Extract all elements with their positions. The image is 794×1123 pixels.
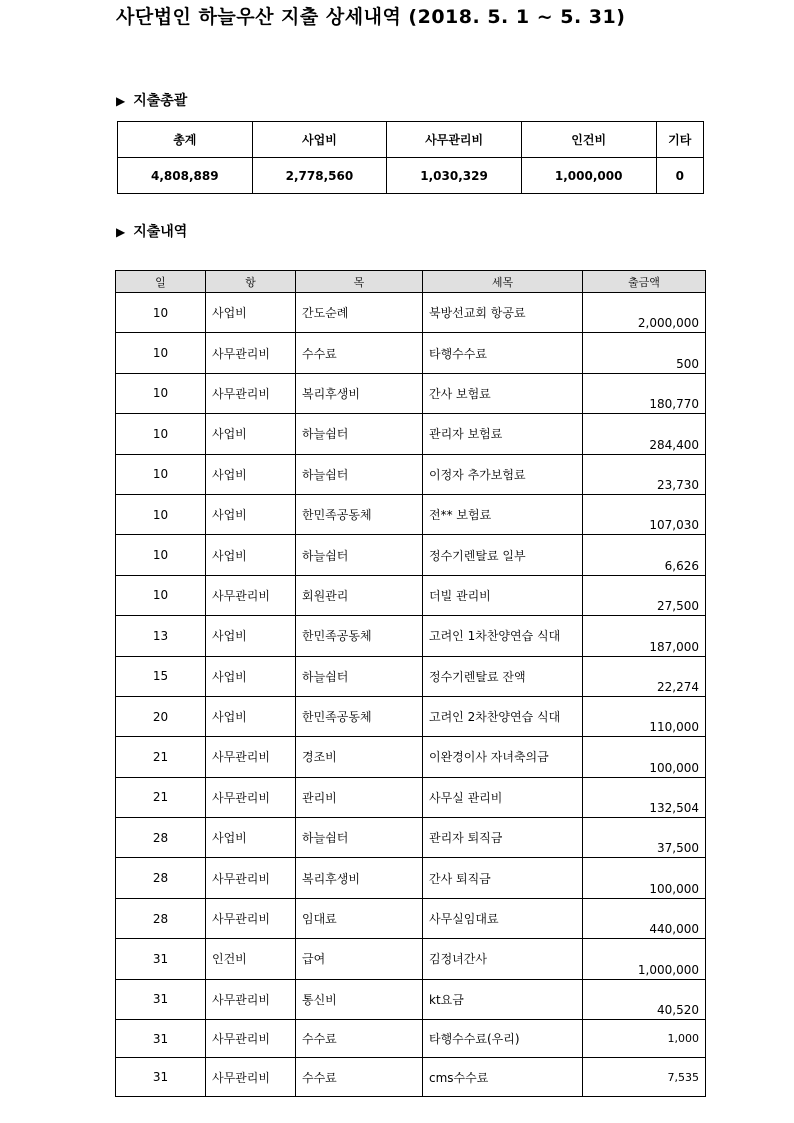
detail-table-body (116, 293, 706, 1097)
cell-item: 사업비 (206, 616, 296, 656)
cell-day: 10 (116, 414, 206, 454)
cell-category: 하늘쉼터 (296, 454, 423, 494)
table-row (116, 535, 706, 575)
table-row (116, 737, 706, 777)
summary-heading-label: 지출총괄 (133, 93, 188, 109)
cell-category: 복리후생비 (296, 858, 423, 898)
cell-day: 13 (116, 616, 206, 656)
table-row (116, 898, 706, 938)
summary-value-personnel: 1,000,000 (521, 158, 656, 194)
cell-amount: 284,400 (583, 414, 706, 454)
detail-header-item: 항 (206, 271, 296, 293)
cell-detail: cms수수료 (423, 1058, 583, 1096)
cell-item: 사무관리비 (206, 979, 296, 1019)
triangle-marker-icon: ▶ (116, 225, 126, 239)
cell-amount: 110,000 (583, 696, 706, 736)
cell-detail: 더빌 관리비 (423, 575, 583, 615)
cell-day: 10 (116, 454, 206, 494)
cell-day: 31 (116, 939, 206, 979)
cell-item: 사무관리비 (206, 373, 296, 413)
cell-detail: 이완경이사 자녀축의금 (423, 737, 583, 777)
cell-detail: 이정자 추가보험료 (423, 454, 583, 494)
cell-amount: 23,730 (583, 454, 706, 494)
cell-category: 경조비 (296, 737, 423, 777)
cell-day: 21 (116, 737, 206, 777)
cell-amount: 27,500 (583, 575, 706, 615)
summary-value-total: 4,808,889 (118, 158, 253, 194)
detail-heading-label: 지출내역 (133, 224, 188, 240)
cell-category: 임대료 (296, 898, 423, 938)
cell-item: 사업비 (206, 818, 296, 858)
table-row (116, 818, 706, 858)
cell-item: 사업비 (206, 454, 296, 494)
cell-category: 하늘쉼터 (296, 414, 423, 454)
cell-amount: 132,504 (583, 777, 706, 817)
cell-detail: 김정녀간사 (423, 939, 583, 979)
cell-detail: 간사 보험료 (423, 373, 583, 413)
detail-header-row (116, 271, 706, 293)
cell-item: 사무관리비 (206, 858, 296, 898)
cell-day: 10 (116, 333, 206, 373)
cell-item: 사무관리비 (206, 737, 296, 777)
cell-detail: 타행수수료 (423, 333, 583, 373)
cell-category: 하늘쉼터 (296, 818, 423, 858)
summary-value-business: 2,778,560 (252, 158, 387, 194)
table-row (116, 656, 706, 696)
cell-amount: 1,000 (583, 1020, 706, 1058)
cell-detail: 고려인 1차찬양연습 식대 (423, 616, 583, 656)
table-row (116, 575, 706, 615)
cell-day: 31 (116, 1058, 206, 1096)
cell-category: 수수료 (296, 1058, 423, 1096)
summary-header-personnel: 인건비 (521, 122, 656, 158)
cell-item: 사업비 (206, 535, 296, 575)
cell-category: 수수료 (296, 1020, 423, 1058)
table-row (116, 777, 706, 817)
table-row (116, 454, 706, 494)
cell-category: 하늘쉼터 (296, 656, 423, 696)
detail-header-amount: 출금액 (583, 271, 706, 293)
cell-amount: 100,000 (583, 737, 706, 777)
cell-item: 사업비 (206, 656, 296, 696)
cell-detail: 관리자 퇴직금 (423, 818, 583, 858)
cell-category: 관리비 (296, 777, 423, 817)
cell-category: 간도순례 (296, 293, 423, 333)
cell-day: 15 (116, 656, 206, 696)
summary-table (117, 121, 704, 194)
table-row (116, 858, 706, 898)
cell-day: 31 (116, 979, 206, 1019)
summary-value-other: 0 (656, 158, 704, 194)
detail-table (115, 270, 706, 1097)
cell-item: 사업비 (206, 494, 296, 534)
table-row (116, 373, 706, 413)
cell-amount: 2,000,000 (583, 293, 706, 333)
summary-header-business: 사업비 (252, 122, 387, 158)
cell-item: 사무관리비 (206, 1058, 296, 1096)
cell-day: 31 (116, 1020, 206, 1058)
cell-amount: 500 (583, 333, 706, 373)
cell-amount: 1,000,000 (583, 939, 706, 979)
cell-amount: 187,000 (583, 616, 706, 656)
cell-detail: 북방선교회 항공료 (423, 293, 583, 333)
cell-item: 사무관리비 (206, 777, 296, 817)
cell-category: 회원관리 (296, 575, 423, 615)
cell-category: 한민족공동체 (296, 616, 423, 656)
summary-value-admin: 1,030,329 (387, 158, 522, 194)
cell-item: 사업비 (206, 293, 296, 333)
cell-detail: 간사 퇴직금 (423, 858, 583, 898)
cell-item: 사무관리비 (206, 898, 296, 938)
cell-day: 21 (116, 777, 206, 817)
summary-heading (116, 90, 187, 110)
cell-day: 28 (116, 898, 206, 938)
cell-detail: 전** 보험료 (423, 494, 583, 534)
cell-day: 10 (116, 535, 206, 575)
cell-category: 복리후생비 (296, 373, 423, 413)
summary-value-row (118, 158, 704, 194)
cell-amount: 6,626 (583, 535, 706, 575)
cell-category: 통신비 (296, 979, 423, 1019)
cell-amount: 7,535 (583, 1058, 706, 1096)
table-row (116, 293, 706, 333)
table-row (116, 979, 706, 1019)
cell-amount: 100,000 (583, 858, 706, 898)
table-row (116, 616, 706, 656)
cell-item: 사업비 (206, 414, 296, 454)
detail-header-category: 목 (296, 271, 423, 293)
cell-detail: 사무실임대료 (423, 898, 583, 938)
table-row (116, 494, 706, 534)
table-row (116, 1058, 706, 1096)
cell-item: 인건비 (206, 939, 296, 979)
cell-detail: 정수기렌탈료 잔액 (423, 656, 583, 696)
cell-day: 28 (116, 818, 206, 858)
cell-amount: 180,770 (583, 373, 706, 413)
summary-header-row (118, 122, 704, 158)
cell-category: 한민족공동체 (296, 494, 423, 534)
table-row (116, 939, 706, 979)
cell-detail: 타행수수료(우리) (423, 1020, 583, 1058)
cell-category: 수수료 (296, 333, 423, 373)
table-row (116, 696, 706, 736)
cell-detail: 정수기렌탈료 일부 (423, 535, 583, 575)
summary-header-other: 기타 (656, 122, 704, 158)
page-title: 사단법인 하늘우산 지출 상세내역 (2018. 5. 1 ~ 5. 31) (116, 6, 626, 28)
triangle-marker-icon: ▶ (116, 94, 126, 108)
cell-detail: 관리자 보험료 (423, 414, 583, 454)
cell-category: 하늘쉼터 (296, 535, 423, 575)
cell-day: 10 (116, 293, 206, 333)
table-row (116, 333, 706, 373)
summary-header-total: 총계 (118, 122, 253, 158)
cell-day: 20 (116, 696, 206, 736)
cell-detail: kt요금 (423, 979, 583, 1019)
cell-item: 사무관리비 (206, 333, 296, 373)
cell-amount: 40,520 (583, 979, 706, 1019)
detail-header-detail: 세목 (423, 271, 583, 293)
cell-amount: 107,030 (583, 494, 706, 534)
cell-day: 10 (116, 575, 206, 615)
summary-header-admin: 사무관리비 (387, 122, 522, 158)
cell-item: 사업비 (206, 696, 296, 736)
cell-day: 10 (116, 373, 206, 413)
cell-amount: 37,500 (583, 818, 706, 858)
table-row (116, 414, 706, 454)
cell-day: 28 (116, 858, 206, 898)
table-row (116, 1020, 706, 1058)
cell-category: 한민족공동체 (296, 696, 423, 736)
cell-item: 사무관리비 (206, 1020, 296, 1058)
cell-item: 사무관리비 (206, 575, 296, 615)
cell-detail: 고려인 2차찬양연습 식대 (423, 696, 583, 736)
cell-amount: 440,000 (583, 898, 706, 938)
detail-heading (116, 221, 187, 241)
cell-detail: 사무실 관리비 (423, 777, 583, 817)
detail-header-day: 일 (116, 271, 206, 293)
cell-day: 10 (116, 494, 206, 534)
cell-category: 급여 (296, 939, 423, 979)
cell-amount: 22,274 (583, 656, 706, 696)
